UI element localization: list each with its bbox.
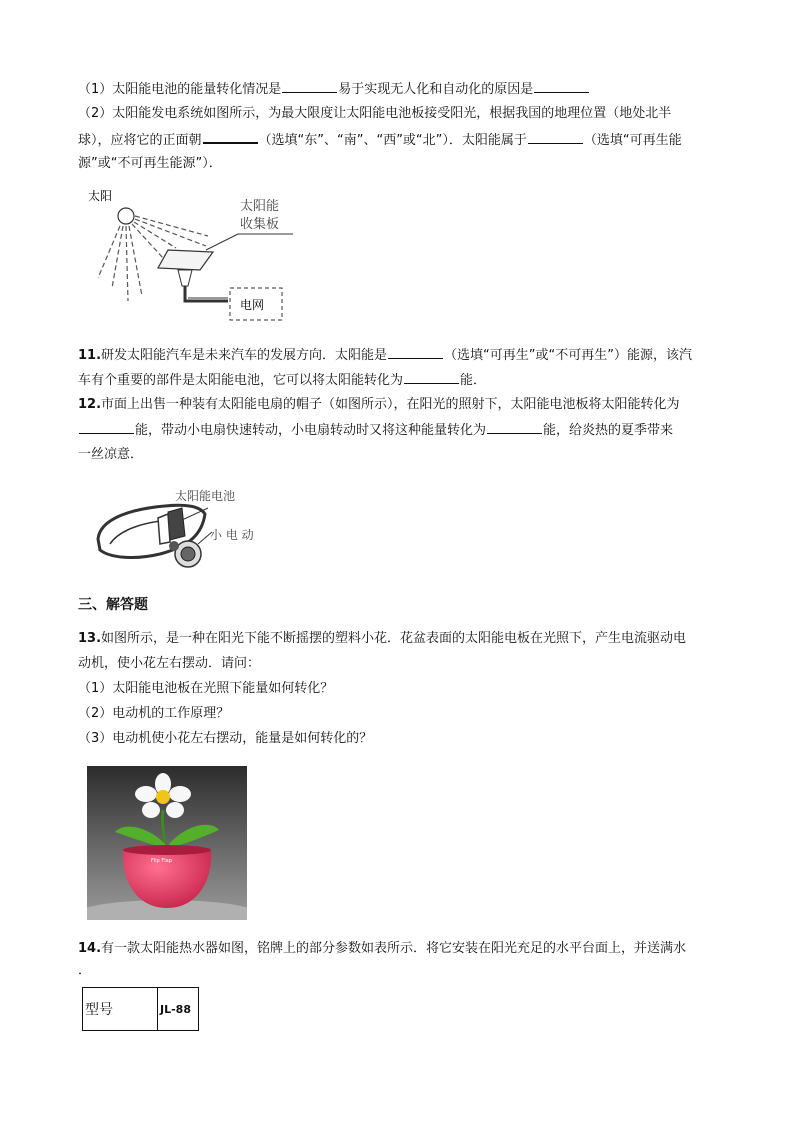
blank	[282, 80, 337, 93]
q10-part2-line1: （2）太阳能发电系统如图所示，为最大限度让太阳能电池板接受阳光，根据我国的地理位置（地处北半	[78, 106, 672, 121]
wire-icon	[185, 286, 228, 301]
solar-panel-icon	[158, 250, 213, 270]
solar-fan-hat-figure	[90, 484, 270, 579]
q10-part1: （1）太阳能电池的能量转化情况是 易于实现无人化和自动化的原因是	[78, 80, 590, 99]
table-row	[83, 988, 199, 1031]
flower-center-icon	[156, 790, 170, 804]
pot-rim-icon	[123, 845, 211, 855]
q11-line1: 11.研发太阳能汽车是未来汽车的发展方向．太阳能是 （选填“可再生”或“不可再生”）能源，该汽	[78, 348, 692, 363]
fan-hub-icon	[181, 547, 195, 561]
q10-part2-line2: 球），应将它的正面朝 （选填“东”、“南”、“西”或“北”）．太阳能属于 （选填“可再生能	[78, 130, 682, 150]
q12-line3: 一丝凉意．	[78, 447, 144, 462]
table-cell-label: 型号	[83, 988, 158, 1031]
battery-label: 太阳能电池	[175, 489, 236, 503]
blank	[528, 131, 583, 144]
blank	[79, 421, 134, 434]
grid-label: 电网	[240, 298, 265, 312]
sun-icon	[118, 208, 134, 224]
pot-brand-text: Flip Flap	[151, 858, 172, 864]
section-heading: 三、解答题	[78, 597, 148, 613]
blank	[534, 80, 589, 93]
pointer-line	[206, 234, 238, 250]
q12-line1: 12.市面上出售一种装有太阳能电扇的帽子（如图所示），在阳光的照射下，太阳能电池板将太阳能转化为	[78, 397, 680, 412]
sun-label: 太阳	[88, 189, 113, 203]
blank	[388, 346, 443, 359]
q14-line2: ．	[78, 963, 92, 978]
solar-system-figure	[88, 186, 303, 326]
q10-part2-line3: 源”或“不可再生能源”）．	[78, 156, 222, 171]
q11-line2: 车有个重要的部件是太阳能电池，它可以将太阳能转化为 能．	[78, 373, 487, 388]
blank	[203, 130, 258, 144]
table-cell-value: JL-88	[158, 988, 199, 1031]
panel-stand-icon	[178, 270, 192, 286]
panel-label-2: 收集板	[240, 217, 280, 232]
spec-table	[82, 987, 199, 1031]
q13-sub1: （1）太阳能电池板在光照下能量如何转化？	[78, 681, 334, 696]
cap-front-icon	[158, 514, 170, 544]
q13-line1: 13.如图所示，是一种在阳光下能不断摇摆的塑料小花．花盆表面的太阳能电板在光照下，产生电流驱动电	[78, 631, 687, 646]
q13-sub3: （3）电动机使小花左右摆动，能量是如何转化的？	[78, 731, 373, 746]
blank	[404, 371, 459, 384]
q12-line2: 能，带动小电扇快速转动，小电扇转动时又将这种能量转化为 能，给炎热的夏季带来	[78, 421, 673, 440]
solar-flower-photo	[87, 766, 247, 920]
q13-line2: 动机，使小花左右摆动．请问：	[78, 656, 261, 671]
solar-cell-icon	[168, 508, 185, 540]
panel-label-1: 太阳能	[240, 199, 280, 214]
blank	[487, 421, 542, 434]
q13-sub2: （2）电动机的工作原理？	[78, 706, 230, 721]
fan-label: 小 电 动	[210, 528, 254, 542]
fan-blade-icon	[169, 541, 179, 551]
q14-line1: 14.有一款太阳能热水器如图，铭牌上的部分参数如表所示．将它安装在阳光充足的水平台面上，并送满水	[78, 941, 687, 956]
